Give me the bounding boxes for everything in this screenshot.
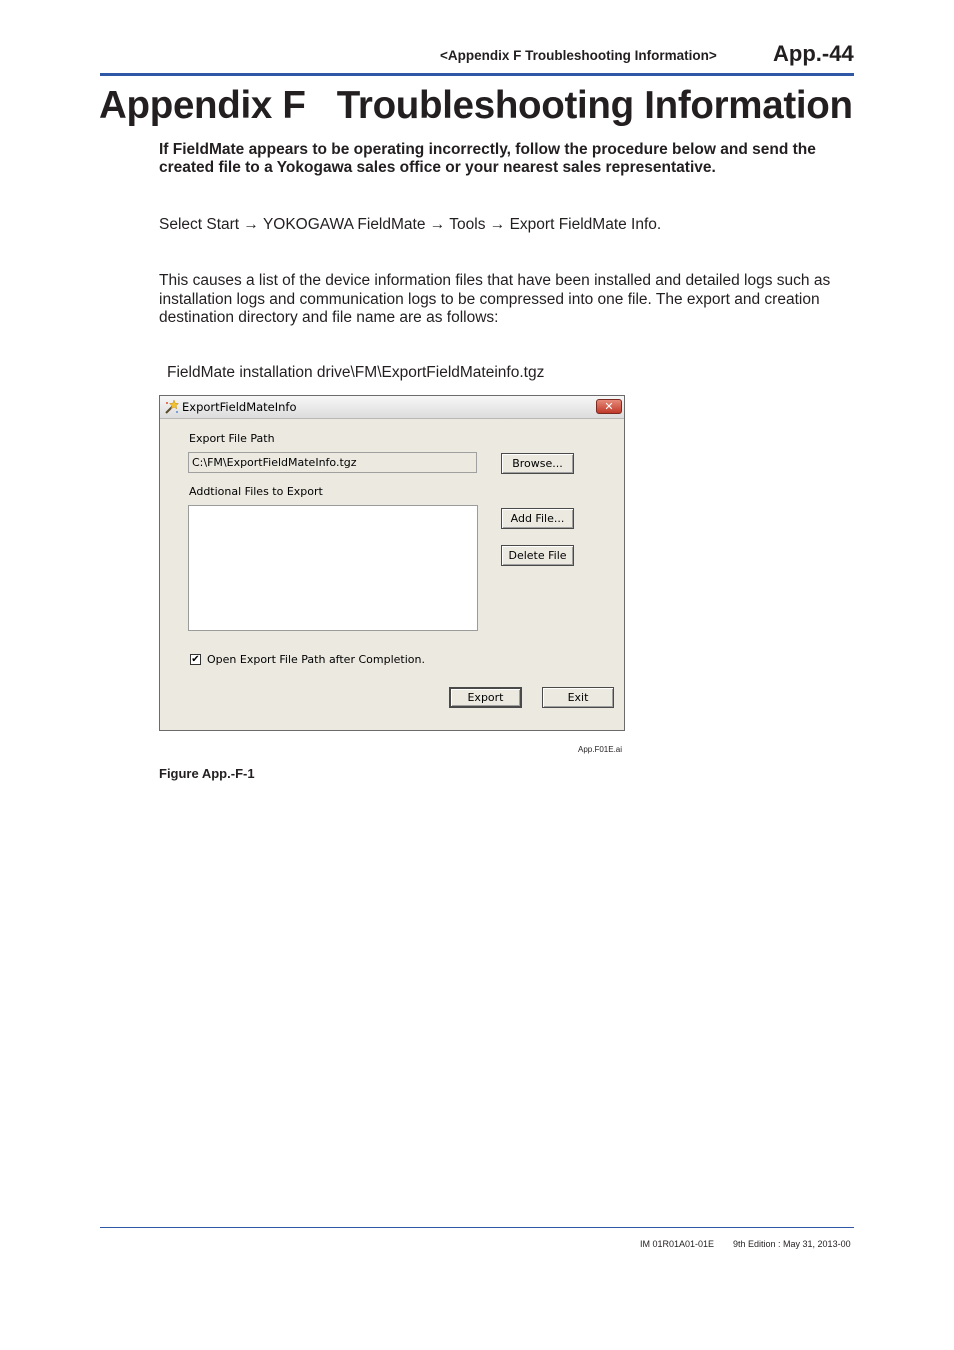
footer-rule bbox=[100, 1227, 854, 1228]
page-title: Appendix F Troubleshooting Information bbox=[99, 84, 853, 127]
dialog-title-bar[interactable] bbox=[160, 396, 624, 419]
close-icon: ✕ bbox=[604, 400, 614, 413]
description-paragraph: This causes a list of the device information files that have been installed and detailed logs such as installation logs and communication logs to be compressed into one file. The export and creation destination directory and file name are as follows: bbox=[159, 272, 831, 326]
wizard-wand-icon bbox=[163, 399, 179, 415]
delete-file-button[interactable]: Delete File bbox=[501, 545, 574, 566]
exit-button[interactable]: Exit bbox=[542, 687, 614, 708]
add-file-button[interactable]: Add File... bbox=[501, 508, 574, 529]
export-button[interactable]: Export bbox=[449, 687, 522, 708]
procedure-step: Select Start → YOKOGAWA FieldMate → Tools → Export FieldMate Info. bbox=[159, 216, 662, 233]
header-page-number: App.-44 bbox=[773, 41, 854, 66]
checkmark-icon: ✔ bbox=[191, 654, 200, 665]
open-path-checkbox[interactable] bbox=[190, 654, 201, 665]
browse-button[interactable]: Browse... bbox=[501, 453, 574, 474]
additional-files-list[interactable] bbox=[188, 505, 478, 631]
header-rule bbox=[100, 73, 854, 76]
footer-doc-id: IM 01R01A01-01E bbox=[640, 1239, 715, 1249]
export-path-field[interactable]: C:\FM\ExportFieldMateInfo.tgz bbox=[188, 452, 477, 473]
export-path-label: Export File Path bbox=[189, 432, 275, 445]
additional-files-label: Addtional Files to Export bbox=[189, 485, 323, 498]
figure-caption: Figure App.-F-1 bbox=[159, 766, 255, 781]
intro-paragraph: If FieldMate appears to be operating incorrectly, follow the procedure below and send the created file to a Yokogawa sales office or your nearest sales representative. bbox=[159, 141, 816, 176]
close-button[interactable] bbox=[596, 399, 622, 414]
header-section-title: <Appendix F Troubleshooting Information> bbox=[440, 48, 717, 63]
open-path-label[interactable]: Open Export File Path after Completion. bbox=[207, 653, 425, 666]
export-dialog bbox=[159, 395, 625, 731]
dialog-title: ExportFieldMateInfo bbox=[182, 400, 297, 414]
figure-file-reference: App.F01E.ai bbox=[578, 745, 623, 754]
footer-edition: 9th Edition : May 31, 2013-00 bbox=[733, 1239, 851, 1249]
export-path-line: FieldMate installation drive\FM\ExportFieldMateinfo.tgz bbox=[167, 364, 545, 381]
